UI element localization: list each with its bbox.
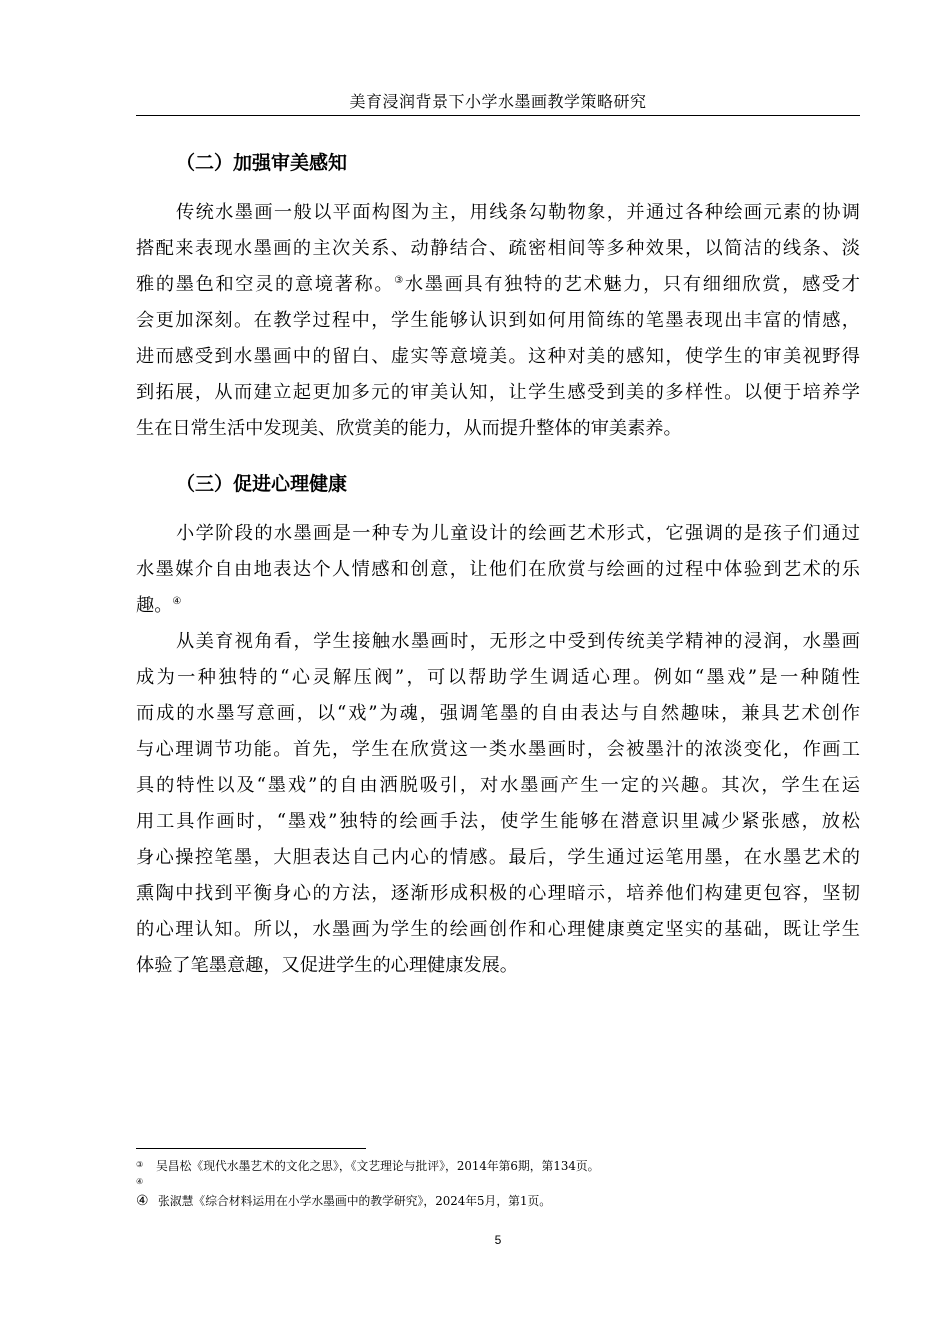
footnote-text: 吴昌松《现代水墨艺术的文化之思》，《文艺理论与批评》，2014年第6期，第134页。	[156, 1159, 600, 1173]
header-rule	[136, 115, 860, 116]
paragraph-line: 从美育视角看，学生接触水墨画时，无形之中受到传统美学精神的浸润，水墨画	[176, 631, 860, 652]
paragraph-line: 而成的水墨写意画，以“戏”为魂，强调笔墨的自由表达与自然趣味，兼具艺术创作	[136, 703, 860, 724]
paragraph-line: 与心理调节功能。首先，学生在欣赏这一类水墨画时，会被墨汁的浓淡变化，作画工	[136, 739, 860, 760]
section-heading-aesthetic-perception: （二）加强审美感知	[176, 152, 348, 174]
paragraph-line: 体验了笔墨意趣，又促进学生的心理健康发展。	[136, 955, 518, 976]
paragraph-line-with-footnote	[136, 594, 860, 618]
paragraph-line: 水墨媒介自由地表达个人情感和创意，让他们在欣赏与绘画的过程中体验到艺术的乐	[136, 559, 860, 580]
footnote-text: 张淑慧《综合材料运用在小学水墨画中的教学研究》，2024年5月，第1页。	[158, 1194, 552, 1208]
paragraph-line: 小学阶段的水墨画是一种专为儿童设计的绘画艺术形式，它强调的是孩子们通过	[176, 523, 860, 544]
paragraph-line: 用工具作画时，“墨戏”独特的绘画手法，使学生能够在潜意识里减少紧张感，放松	[136, 811, 860, 832]
paragraph-line: 进而感受到水墨画中的留白、虚实等意境美。这种对美的感知，使学生的审美视野得	[136, 346, 860, 367]
page-number: 5	[494, 1233, 502, 1247]
paragraph-line: 搭配来表现水墨画的主次关系、动静结合、疏密相间等多种效果，以简洁的线条、淡	[136, 238, 860, 259]
paragraph-line: 的心理认知。所以，水墨画为学生的绘画创作和心理健康奠定坚实的基础，既让学生	[136, 919, 860, 940]
paragraph-line: 熏陶中找到平衡身心的方法，逐渐形成积极的心理暗示，培养他们构建更包容，坚韧	[136, 883, 860, 904]
paragraph-line: 会更加深刻。在教学过程中，学生能够认识到如何用简练的笔墨表现出丰富的情感，	[136, 310, 860, 331]
footnote-separator	[136, 1148, 366, 1149]
footnote-mark: ④	[136, 1177, 144, 1186]
footnote-mark: ④	[136, 1193, 149, 1209]
paragraph-line-with-footnote	[136, 273, 860, 297]
paragraph-line: 身心操控笔墨，大胆表达自己内心的情感。最后，学生通过运笔用墨，在水墨艺术的	[136, 847, 860, 868]
paragraph-line: 生在日常生活中发现美、欣赏美的能力，从而提升整体的审美素养。	[136, 418, 682, 439]
paragraph-line: 具的特性以及“墨戏”的自由洒脱吸引，对水墨画产生一定的兴趣。其次，学生在运	[136, 775, 860, 796]
paragraph-line: 到拓展，从而建立起更加多元的审美认知，让学生感受到美的多样性。以便于培养学	[136, 382, 860, 403]
footnote-ref-4[interactable]: ④	[172, 596, 182, 607]
footnote-4-empty	[136, 1174, 860, 1191]
footnote-4	[136, 1193, 860, 1209]
paragraph-text: 趣。	[136, 595, 173, 616]
paragraph-text: 水墨画具有独特的艺术魅力，只有细细欣赏，感受才	[404, 274, 860, 295]
footnote-ref-3[interactable]: ③	[394, 275, 405, 286]
paragraph-line: 传统水墨画一般以平面构图为主，用线条勾勒物象，并通过各种绘画元素的协调	[176, 202, 860, 223]
footnote-mark: ③	[136, 1160, 144, 1169]
running-header-title: 美育浸润背景下小学水墨画教学策略研究	[349, 92, 647, 111]
paragraph-line: 成为一种独特的“心灵解压阀”，可以帮助学生调适心理。例如“墨戏”是一种随性	[136, 667, 860, 688]
paragraph-text: 雅的墨色和空灵的意境著称。	[136, 274, 395, 295]
footnote-3	[136, 1157, 860, 1174]
section-heading-mental-health: （三）促进心理健康	[176, 473, 348, 495]
